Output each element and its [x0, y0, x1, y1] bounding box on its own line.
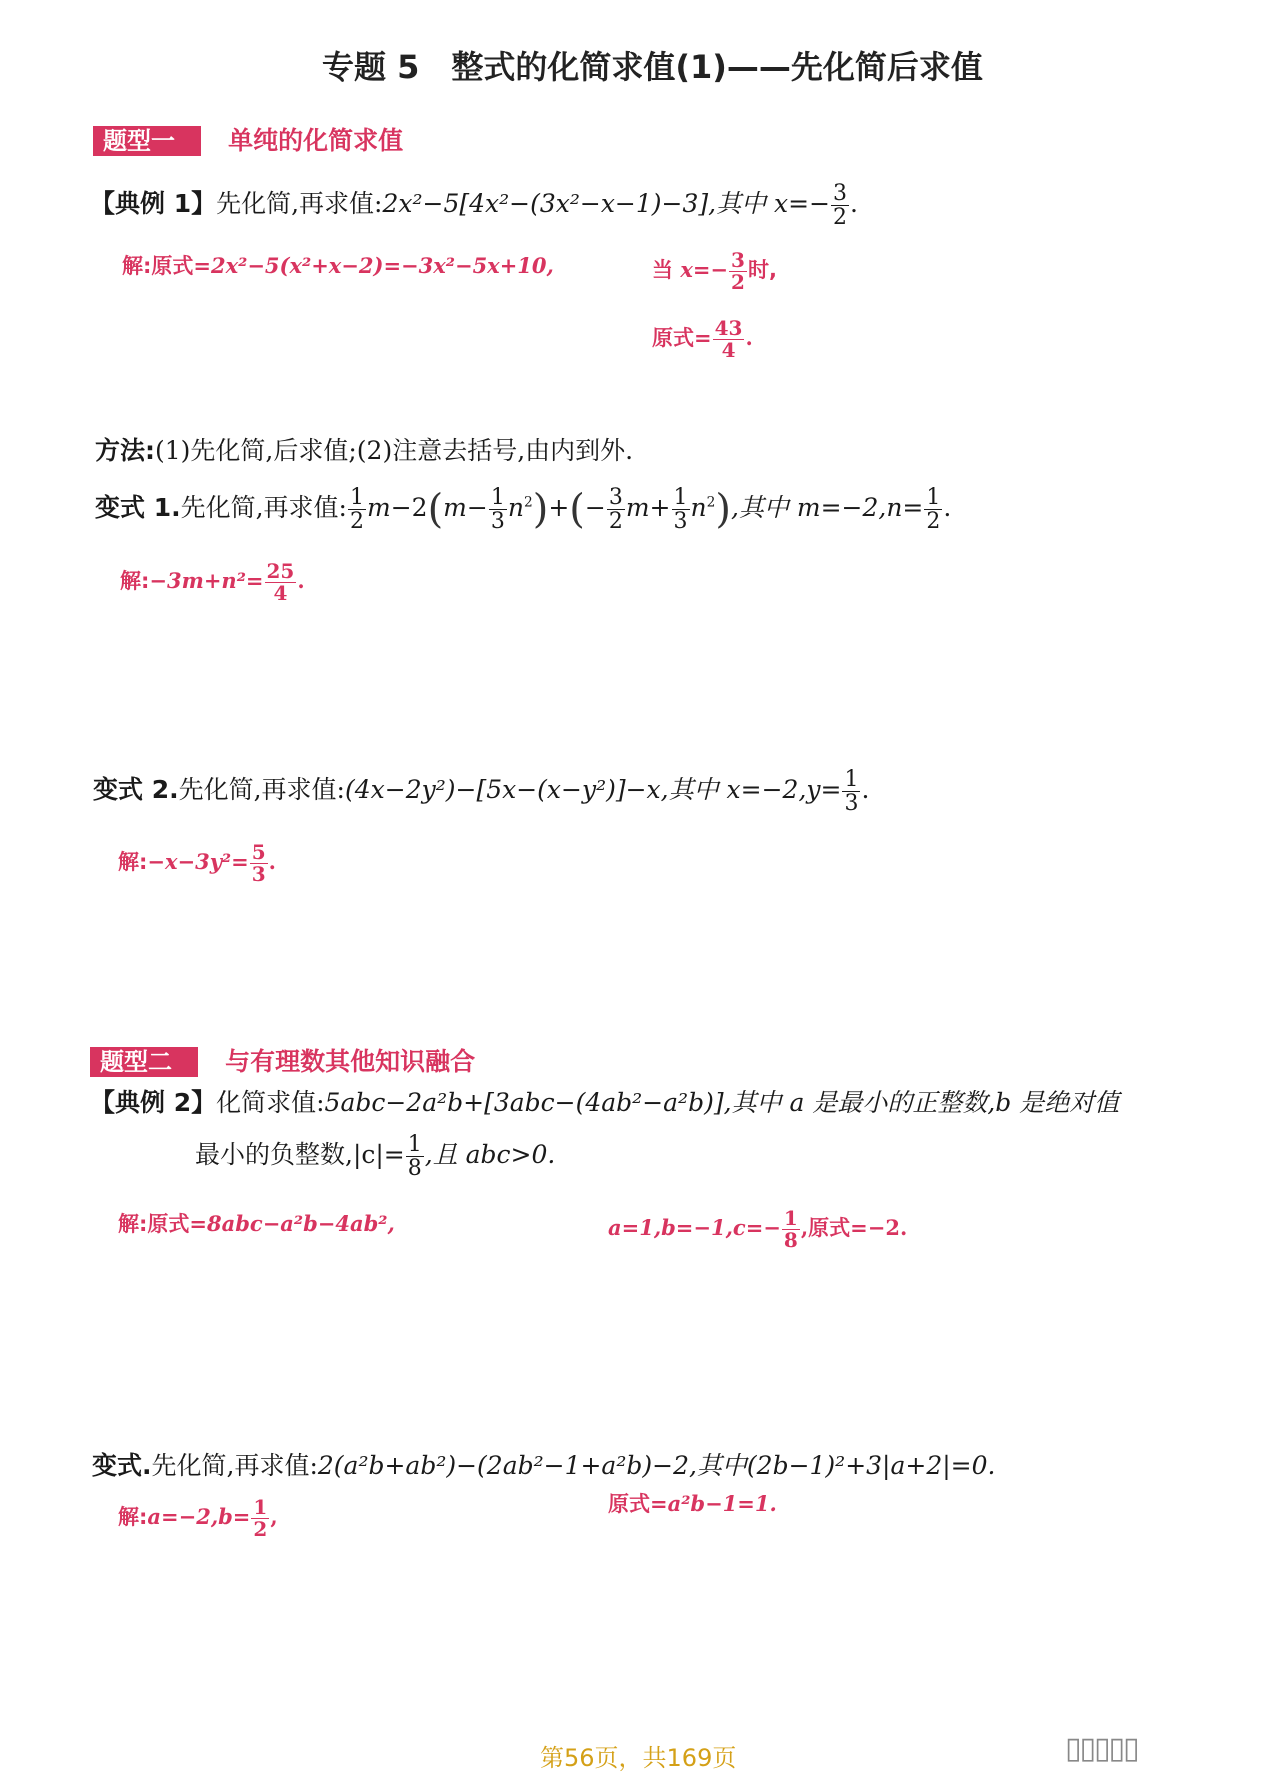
example-1-question: 【典例 1】先化简,再求值:2x²−5[4x²−(3x²−x−1)−3],其中 x=− $\frac{3}{2}$ .	[90, 181, 858, 231]
method-label: 方法:	[95, 436, 155, 465]
variant-3-result: 原式=a²b−1=1.	[608, 1491, 777, 1516]
variant-1-solution: 解:−3m+n²= $\frac{25}{4}$ .	[120, 559, 305, 605]
section-1-header	[93, 121, 403, 157]
example-1-lead: 先化简,再求值:	[216, 189, 383, 219]
example-1-expression: 2x²−5[4x²−(3x²−x−1)−3],其中 x=−	[382, 189, 831, 219]
variant-3-solution: 解:a=−2,b= $\frac{1}{2}$ ,	[118, 1495, 278, 1541]
example-1-solution-expression: =2x²−5(x²+x−2)=−3x²−5x+10,	[193, 253, 554, 278]
variant-2-solution: 解:−x−3y²= $\frac{5}{3}$ .	[118, 840, 276, 886]
variant-3-label: 变式.	[92, 1451, 152, 1480]
example-1-when-x: x=−	[680, 257, 729, 282]
section-2-title: 与有理数其他知识融合	[225, 1047, 476, 1076]
example-2-expression: 5abc−2a²b+[3abc−(4ab²−a²b)],其中 a 是最小的正整数,b 是绝对值	[324, 1088, 1120, 1117]
page-title: 专题 5 整式的化简求值(1)——先化简后求值	[322, 48, 983, 86]
example-1-solution	[122, 250, 554, 280]
variant-1-question: 变式 1.先化简,再求值: $\frac{1}{2}$ m−2(m− $\frac{1}{3}$ $n^2)+(-$ $\frac{3}{2}$ m+ $\frac{1}{3}$ $n^2$),其中 m=−2,n= $\frac{1}{2}$ .	[95, 485, 952, 535]
example-2-solution-expression: =8abc−a²b−4ab²,	[189, 1211, 395, 1236]
example-1-label: 【典例 1】	[90, 189, 217, 219]
variant-1-condition: ,其中 m=−2,n=	[730, 493, 924, 523]
variant-3-question: 变式.先化简,再求值:2(a²b+ab²)−(2ab²−1+a²b)−2,其中(2b−1)²+3|a+2|=0.	[92, 1451, 996, 1480]
example-2-solution: 解:原式=8abc−a²b−4ab²,	[118, 1211, 395, 1236]
example-1-x-fraction: $\frac{3}{2}$	[833, 181, 848, 231]
example-2-values: a=1,b=−1,c=− $\frac{1}{8}$ ,原式=−2.	[608, 1206, 908, 1252]
scanner-toolbar-icon: ▯▯▯▯▯	[1065, 1731, 1138, 1766]
example-1-result-fraction: $\frac{43}{4}$	[714, 316, 743, 362]
variant-2-solution-expression: −x−3y²=	[147, 849, 249, 874]
example-2-question: 【典例 2】化简求值:5abc−2a²b+[3abc−(4ab²−a²b)],其中 a 是最小的正整数,b 是绝对值	[90, 1088, 1120, 1117]
method-note	[95, 431, 633, 467]
variant-2-question: 变式 2.先化简,再求值:(4x−2y²)−[5x−(x−y²)]−x,其中 x=−2,y= $\frac{1}{3}$ .	[93, 767, 870, 817]
section-1-title: 单纯的化简求值	[228, 126, 404, 155]
variant-2-expression: (4x−2y²)−[5x−(x−y²)]−x,其中 x=−2,y=	[344, 775, 842, 805]
variant-3-expression: 2(a²b+ab²)−(2ab²−1+a²b)−2,其中(2b−1)²+3|a+2|=0.	[317, 1451, 996, 1480]
section-1-tag: 题型一	[93, 126, 201, 156]
page-number: 第56页，共169页	[540, 1744, 737, 1772]
variant-2-label: 变式 2.	[93, 775, 179, 805]
example-2-label: 【典例 2】	[90, 1088, 217, 1117]
method-text: (1)先化简,后求值;(2)注意去括号,由内到外.	[155, 436, 634, 465]
section-2-tag: 题型二	[90, 1047, 198, 1077]
solution-label: 解:原式	[122, 254, 194, 278]
variant-1-label: 变式 1.	[95, 493, 181, 523]
example-1-substitution: 当 x=− $\frac{3}{2}$ 时,	[652, 248, 777, 294]
example-2-question-line2: 最小的负整数,|c|= $\frac{1}{8}$ ,且 abc>0.	[195, 1132, 556, 1182]
variant-1-solution-expression: −3m+n²=	[149, 568, 264, 593]
example-1-result: 原式= $\frac{43}{4}$ .	[652, 316, 753, 362]
section-2-header	[90, 1042, 475, 1078]
example-1-when-fraction: $\frac{3}{2}$	[731, 248, 745, 294]
